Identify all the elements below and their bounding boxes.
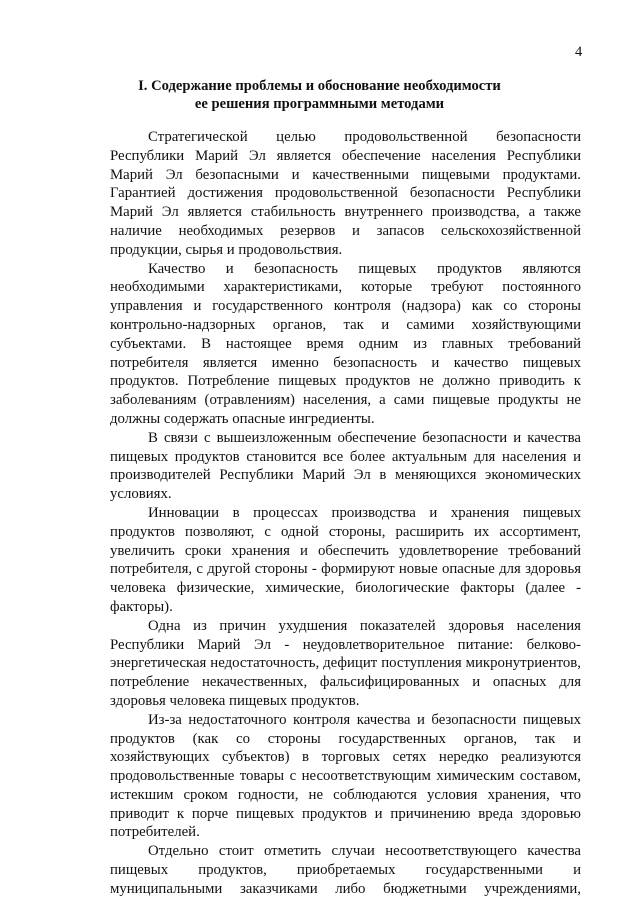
paragraph: Одна из причин ухудшения показателей здоровья населения Республики Марий Эл - неудовлетворительное питание: белково-энергетическая недостаточность, дефицит поступления микронутриентов, потребление некачественных, фальсифицированных и опасных для здоровья человека пищевых продуктов. [110, 617, 581, 709]
paragraph: Отдельно стоит отметить случаи несоответствующего качества пищевых продуктов, приобретаемых государственными и муниципальными заказчиками либо бюджетными учреждениями, [110, 843, 581, 897]
paragraph: Стратегической целью продовольственной безопасности Республики Марий Эл является обеспечение населения Республики Марий Эл безопасными и качественными пищевыми продуктами. Гарантией достижения продовольственной безопасности Республики Марий Эл является стабильность внутреннего производства, а также наличие необходимых резервов и запасов сельскохозяйственной продукции, сырья и продовольствия. [110, 129, 581, 258]
section-heading [0, 78, 639, 113]
paragraph: Качество и безопасность пищевых продуктов являются необходимыми характеристиками, которые требуют постоянного управления и государственного контроля (надзора) как со стороны контрольно-надзорных органов, так и самими хозяйствующими субъектами. В настоящее время одним из главных требований потребителя является именно безопасность и качество пищевых продуктов. Потребление пищевых продуктов не должно приводить к заболеваниям (отравлениям) населения, а сами пищевые продукты не должны содержать опасные ингредиенты. [110, 260, 581, 427]
page-number: 4 [575, 44, 583, 60]
paragraph: В связи с вышеизложенным обеспечение безопасности и качества пищевых продуктов становится все более актуальным для населения и производителей Республики Марий Эл в меняющихся экономических условиях. [110, 429, 581, 503]
body-text [110, 128, 581, 899]
section-heading-line-1: I. Содержание проблемы и обоснование необходимости [138, 78, 501, 94]
section-heading-line-2: ее решения программными методами [194, 95, 445, 112]
paragraph: Инновации в процессах производства и хранения пищевых продуктов позволяют, с одной стороны, расширить их ассортимент, увеличить сроки хранения и обеспечить удовлетворение требований потребителя, с другой стороны - формируют новые опасные для здоровья человека физические, химические, биологические факторы (далее - факторы). [110, 504, 581, 615]
paragraph: Из-за недостаточного контроля качества и безопасности пищевых продуктов (как со стороны государственных органов, так и хозяйствующих субъектов) в торговых сетях нередко реализуются продовольственные товары с несоответствующим химическим составом, истекшим сроком годности, не соблюдаются условия хранения, что приводит к порче пищевых продуктов и причинению вреда здоровью потребителей. [110, 711, 581, 841]
